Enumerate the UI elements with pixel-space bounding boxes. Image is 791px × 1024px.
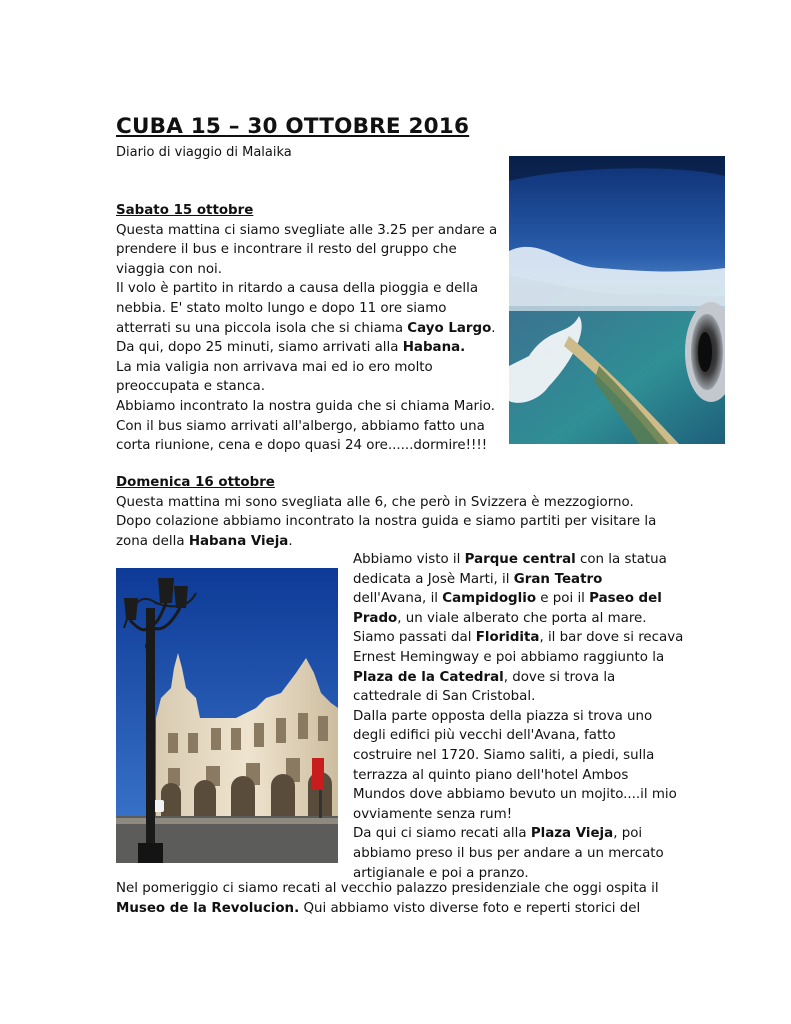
paragraph-line: corta riunione, cena e dopo quasi 24 ore......dormire!!!! bbox=[116, 438, 488, 454]
paragraph-line: La mia valigia non arrivava mai ed io ero molto bbox=[116, 359, 433, 375]
place-name: Campidoglio bbox=[442, 591, 537, 607]
place-name: Floridita bbox=[475, 630, 540, 646]
paragraph-line: terrazza al quinto piano dell'hotel Ambos bbox=[353, 767, 629, 783]
place-name: Gran Teatro bbox=[513, 571, 603, 587]
paragraph-line: Con il bus siamo arrivati all'albergo, abbiamo fatto una bbox=[116, 418, 485, 434]
paragraph-line: Abbiamo incontrato la nostra guida che si chiama Mario. bbox=[116, 398, 495, 414]
place-name: Prado bbox=[353, 610, 398, 626]
paragraph-line: zona della Habana Vieja. bbox=[116, 533, 293, 549]
paragraph-line: Plaza de la Catedral, dove si trova la bbox=[353, 669, 616, 685]
page-subtitle: Diario di viaggio di Malaika bbox=[116, 145, 292, 160]
paragraph-line: Abbiamo visto il Parque central con la statua bbox=[353, 552, 667, 567]
entry-domenica-afternoon bbox=[116, 879, 676, 918]
paragraph-line: Dopo colazione abbiamo incontrato la nostra guida e siamo partiti per visitare la bbox=[116, 514, 657, 530]
paragraph-line: Da qui, dopo 25 minuti, siamo arrivati alla Habana. bbox=[116, 340, 466, 356]
paragraph-line: Questa mattina mi sono svegliata alle 6, che però in Svizzera è mezzogiorno. bbox=[116, 494, 634, 510]
paragraph-line: Questa mattina ci siamo svegliate alle 3.25 per andare a bbox=[116, 222, 498, 238]
paragraph-line: ovviamente senza rum! bbox=[353, 806, 513, 822]
page-title: CUBA 15 – 30 OTTOBRE 2016 bbox=[116, 114, 470, 139]
entry-domenica-column bbox=[353, 550, 683, 883]
place-name: Habana. bbox=[402, 340, 466, 356]
entry-heading: Domenica 16 ottobre bbox=[116, 475, 275, 490]
paragraph-line: dell'Avana, il Campidoglio e poi il Paseo del bbox=[353, 591, 662, 607]
paragraph-line: dedicata a Josè Marti, il Gran Teatro bbox=[353, 571, 603, 587]
place-name: Parque central bbox=[464, 552, 576, 567]
place-name: Museo de la Revolucion. bbox=[116, 900, 300, 916]
entry-domenica bbox=[116, 473, 676, 551]
paragraph-line: prendere il bus e incontrare il resto del gruppo che bbox=[116, 242, 457, 258]
paragraph-line: Mundos dove abbiamo bevuto un mojito....il mio bbox=[353, 787, 677, 803]
paragraph-line: Museo de la Revolucion. Qui abbiamo visto diverse foto e reperti storici del bbox=[116, 900, 641, 916]
place-name: Cayo Largo bbox=[407, 320, 492, 336]
paragraph-line: viaggia con noi. bbox=[116, 261, 222, 277]
paragraph-line: Nel pomeriggio ci siamo recati al vecchio palazzo presidenziale che oggi ospita il bbox=[116, 881, 659, 896]
place-name: Plaza de la Catedral bbox=[353, 669, 504, 685]
paragraph-line: Siamo passati dal Floridita, il bar dove si recava bbox=[353, 630, 684, 646]
gran-teatro-photo bbox=[116, 568, 338, 863]
paragraph-line: cattedrale di San Cristobal. bbox=[353, 689, 536, 705]
place-name: Habana Vieja bbox=[188, 533, 289, 549]
place-name: Paseo del bbox=[589, 591, 662, 607]
paragraph-line: Ernest Hemingway e poi abbiamo raggiunto la bbox=[353, 649, 665, 665]
paragraph-line: atterrati su una piccola isola che si chiama Cayo Largo. bbox=[116, 320, 496, 336]
paragraph-line: artigianale e poi a pranzo. bbox=[353, 865, 529, 881]
paragraph-line: nebbia. E' stato molto lungo e dopo 11 ore siamo bbox=[116, 300, 447, 316]
paragraph-line: Prado, un viale alberato che porta al mare. bbox=[353, 610, 647, 626]
paragraph-line: preoccupata e stanca. bbox=[116, 379, 266, 395]
place-name: Plaza Vieja bbox=[530, 826, 614, 842]
paragraph-line: Da qui ci siamo recati alla Plaza Vieja, poi bbox=[353, 826, 643, 842]
paragraph-line: abbiamo preso il bus per andare a un mercato bbox=[353, 845, 664, 861]
entry-heading: Sabato 15 ottobre bbox=[116, 203, 254, 218]
paragraph-line: costruire nel 1720. Siamo saliti, a piedi, sulla bbox=[353, 747, 655, 763]
entry-sabato bbox=[116, 201, 496, 456]
paragraph-line: degli edifici più vecchi dell'Avana, fatto bbox=[353, 728, 616, 744]
paragraph-line: Il volo è partito in ritardo a causa della pioggia e della bbox=[116, 281, 479, 297]
airplane-window-photo bbox=[509, 156, 725, 444]
paragraph-line: Dalla parte opposta della piazza si trova uno bbox=[353, 708, 653, 724]
